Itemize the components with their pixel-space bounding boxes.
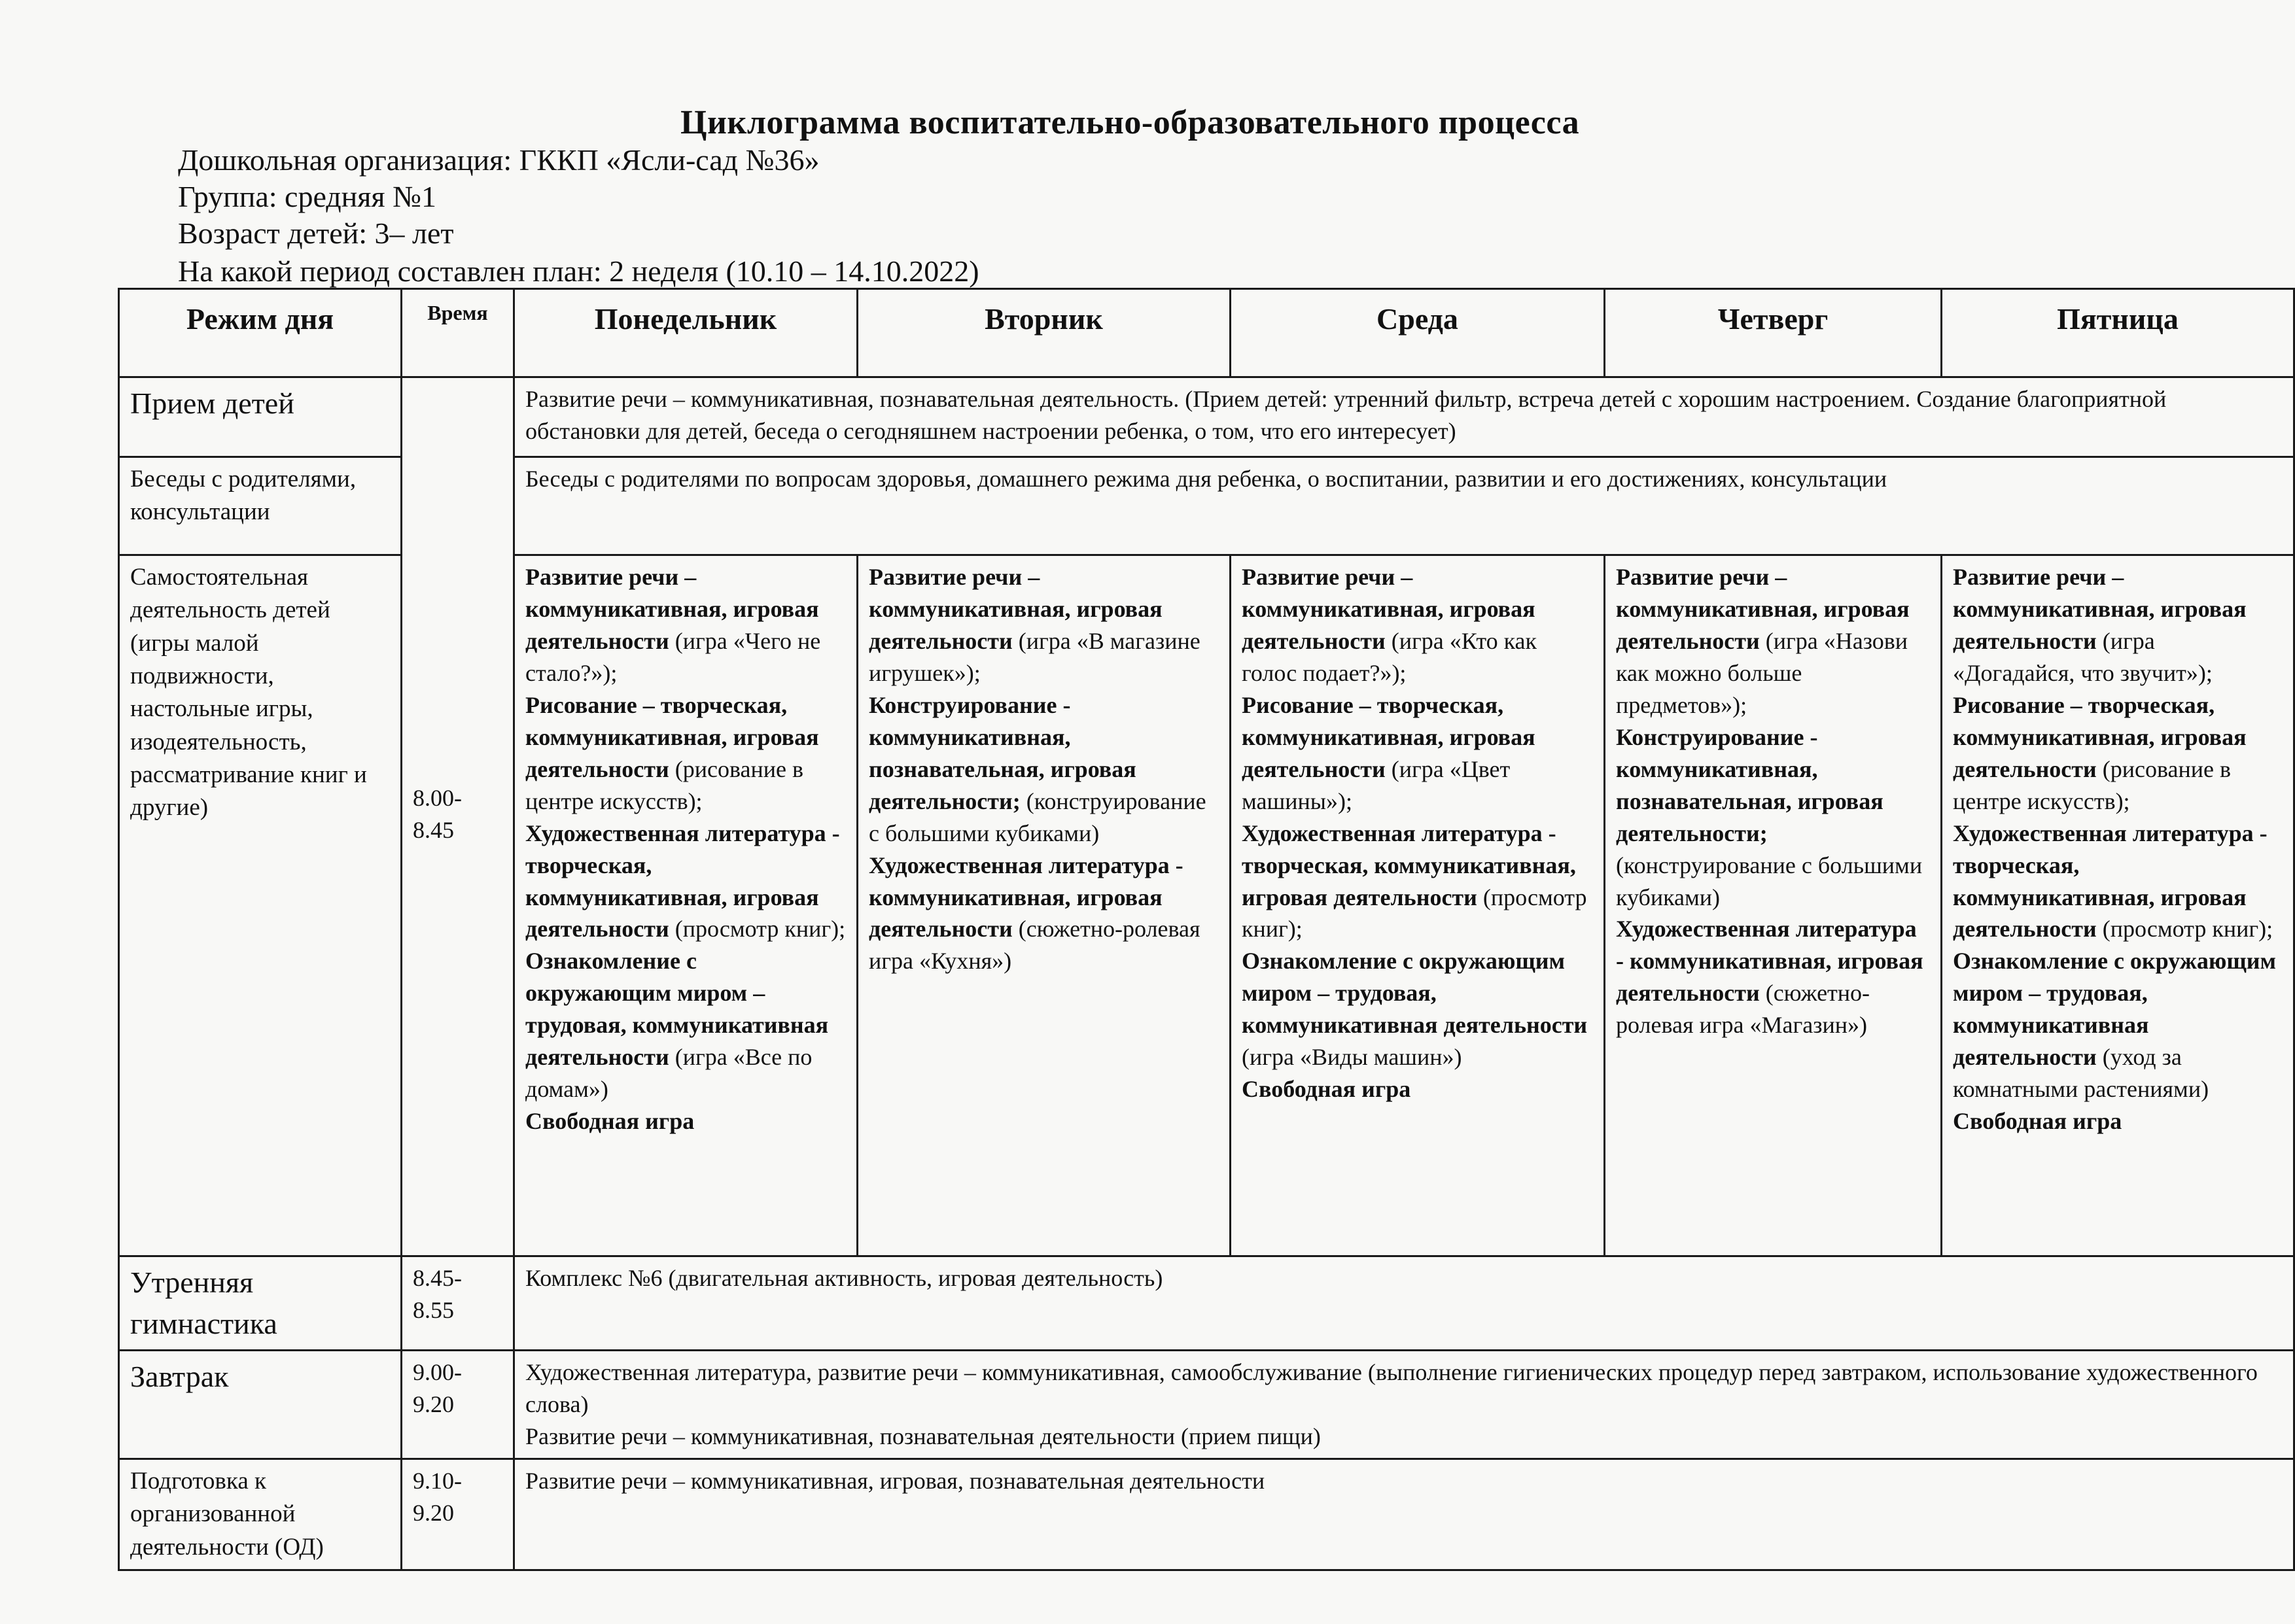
row-prep — [119, 1459, 2294, 1570]
tuesday-activities — [858, 555, 1231, 1256]
friday-activities — [1942, 555, 2294, 1256]
header-thursday: Четверг — [1605, 289, 1942, 377]
activity-title: Конструирование - коммуникативная, познавательная, игровая деятельности; — [1616, 723, 1883, 846]
row-breakfast — [119, 1351, 2294, 1459]
header-friday: Пятница — [1942, 289, 2294, 377]
activity-title: Свободная игра — [1242, 1076, 1411, 1103]
activity-description: (конструирование с большими кубиками) — [869, 787, 1206, 846]
activity-description: (игра «Догадайся, что звучит»); — [1953, 627, 2213, 686]
group-line: Группа: средняя №1 — [178, 180, 436, 213]
activity-title: Художественная литература - творческая, коммуникативная, игровая деятельности — [1953, 820, 2268, 942]
monday-activities — [514, 555, 858, 1256]
activity-title: Рисование – творческая, коммуникативная, игровая деятельности — [525, 691, 819, 782]
wednesday-activities — [1231, 555, 1605, 1256]
period-line: На какой период составлен план: 2 неделя (10.10 – 14.10.2022) — [178, 254, 979, 288]
time-gym: 8.45-8.55 — [402, 1256, 514, 1351]
breakfast-text-2: Развитие речи – коммуникативная, познавательная деятельности (прием пищи) — [525, 1423, 1321, 1449]
activity-title: Свободная игра — [1953, 1108, 2122, 1135]
activity-title: Развитие речи – коммуникативная, игровая деятельности — [1616, 564, 1910, 654]
header-monday: Понедельник — [514, 289, 858, 377]
prep-activity: Развитие речи – коммуникативная, игровая, познавательная деятельности — [514, 1459, 2294, 1570]
row-gym — [119, 1256, 2294, 1351]
activity-title: Художественная литература - коммуникативная, игровая деятельности — [1616, 916, 1923, 1007]
page-title: Циклограмма воспитательно-образовательного процесса — [680, 104, 1580, 141]
activity-description: (игра «Назови как можно больше предметов»); — [1616, 627, 1908, 718]
activity-title: Свободная игра — [525, 1108, 695, 1135]
time-prep: 9.10-9.20 — [402, 1459, 514, 1570]
header-regime: Режим дня — [119, 289, 402, 377]
regime-prep: Подготовка к организованной деятельности (ОД) — [119, 1459, 402, 1570]
activity-title: Развитие речи – коммуникативная, игровая деятельности — [1242, 564, 1535, 654]
activity-description: (сюжетно-ролевая игра «Магазин») — [1616, 980, 1870, 1039]
breakfast-text-1: Художественная литература, развитие речи – коммуникативная, самообслуживание (выполнение гигиенических процедур перед завтраком, использование художественного слова) — [525, 1359, 2258, 1418]
activity-description: (уход за комнатными растениями) — [1953, 1044, 2209, 1103]
time-breakfast: 9.00-9.20 — [402, 1351, 514, 1459]
row-reception — [119, 377, 2294, 457]
activity-description: (игра «Чего не стало?»); — [525, 627, 821, 686]
activity-description: (сюжетно-ролевая игра «Кухня») — [869, 916, 1200, 975]
activity-title: Рисование – творческая, коммуникативная, игровая деятельности — [1242, 691, 1535, 782]
activity-title: Художественная литература - коммуникативная, игровая деятельности — [869, 852, 1183, 942]
activity-title: Ознакомление с окружающим миром – трудовая, коммуникативная деятельности — [525, 948, 829, 1071]
activity-title: Ознакомление с окружающим миром – трудовая, коммуникативная деятельности — [1953, 948, 2277, 1071]
activity-title: Развитие речи – коммуникативная, игровая деятельности — [869, 564, 1163, 654]
regime-gym: Утренняя гимнастика — [119, 1256, 402, 1351]
activity-description: (игра «В магазине игрушек»); — [869, 627, 1200, 686]
regime-reception: Прием детей — [119, 377, 402, 457]
regime-breakfast: Завтрак — [119, 1351, 402, 1459]
activity-title: Художественная литература - творческая, коммуникативная, игровая деятельности — [525, 820, 840, 942]
header-row — [119, 289, 2294, 377]
activity-description: (рисование в центре искусств); — [525, 755, 803, 814]
activity-title: Развитие речи – коммуникативная, игровая деятельности — [525, 564, 819, 654]
age-line: Возраст детей: 3– лет — [178, 216, 454, 250]
activity-description: (просмотр книг); — [669, 916, 846, 942]
activity-title: Рисование – творческая, коммуникативная, игровая деятельности — [1953, 691, 2247, 782]
activity-description: (игра «Все по домам») — [525, 1044, 813, 1103]
activity-description: (рисование в центре искусств); — [1953, 755, 2231, 814]
parents-activity: Беседы с родителями по вопросам здоровья, домашнего режима дня ребенка, о воспитании, развитии и его достижениях, консультации — [514, 457, 2294, 555]
regime-independent: Самостоятельная деятельность детей (игры малой подвижности, настольные игры, изодеятельность, рассматривание книг и другие) — [119, 555, 402, 1256]
schedule-table — [118, 288, 2295, 1571]
activity-title: Развитие речи – коммуникативная, игровая деятельности — [1953, 564, 2247, 654]
activity-description: (игра «Кто как голос подает?»); — [1242, 627, 1537, 686]
organization-line: Дошкольная организация: ГККП «Ясли-сад №36» — [178, 143, 820, 177]
header-tuesday: Вторник — [858, 289, 1231, 377]
regime-parents: Беседы с родителями, консультации — [119, 457, 402, 555]
activity-description: (игра «Цвет машины»); — [1242, 755, 1511, 814]
activity-description: (просмотр книг); — [1242, 884, 1587, 942]
breakfast-activity — [514, 1351, 2294, 1459]
reception-activity: Развитие речи – коммуникативная, познавательная деятельность. (Прием детей: утренний фильтр, встреча детей с хорошим настроением. Создание благоприятной обстановки для детей, беседа о сегодняшнем настроении ребенка, о том, что его интересует) — [514, 377, 2294, 457]
activity-description: (конструирование с большими кубиками) — [1616, 852, 1923, 910]
thursday-activities — [1605, 555, 1942, 1256]
activity-description: (просмотр книг); — [2096, 916, 2273, 942]
activity-title: Художественная литература - творческая, коммуникативная, игровая деятельности — [1242, 820, 1576, 910]
header-wednesday: Среда — [1231, 289, 1605, 377]
header-time: Время — [402, 289, 514, 377]
gym-activity: Комплекс №6 (двигательная активность, игровая деятельность) — [514, 1256, 2294, 1351]
activity-title: Ознакомление с окружающим миром – трудовая, коммуникативная деятельности — [1242, 948, 1588, 1039]
activity-description: (игра «Виды машин») — [1242, 1044, 1462, 1071]
time-reception: 8.00-8.45 — [402, 377, 514, 1256]
activity-title: Конструирование - коммуникативная, познавательная, игровая деятельности; — [869, 691, 1136, 814]
